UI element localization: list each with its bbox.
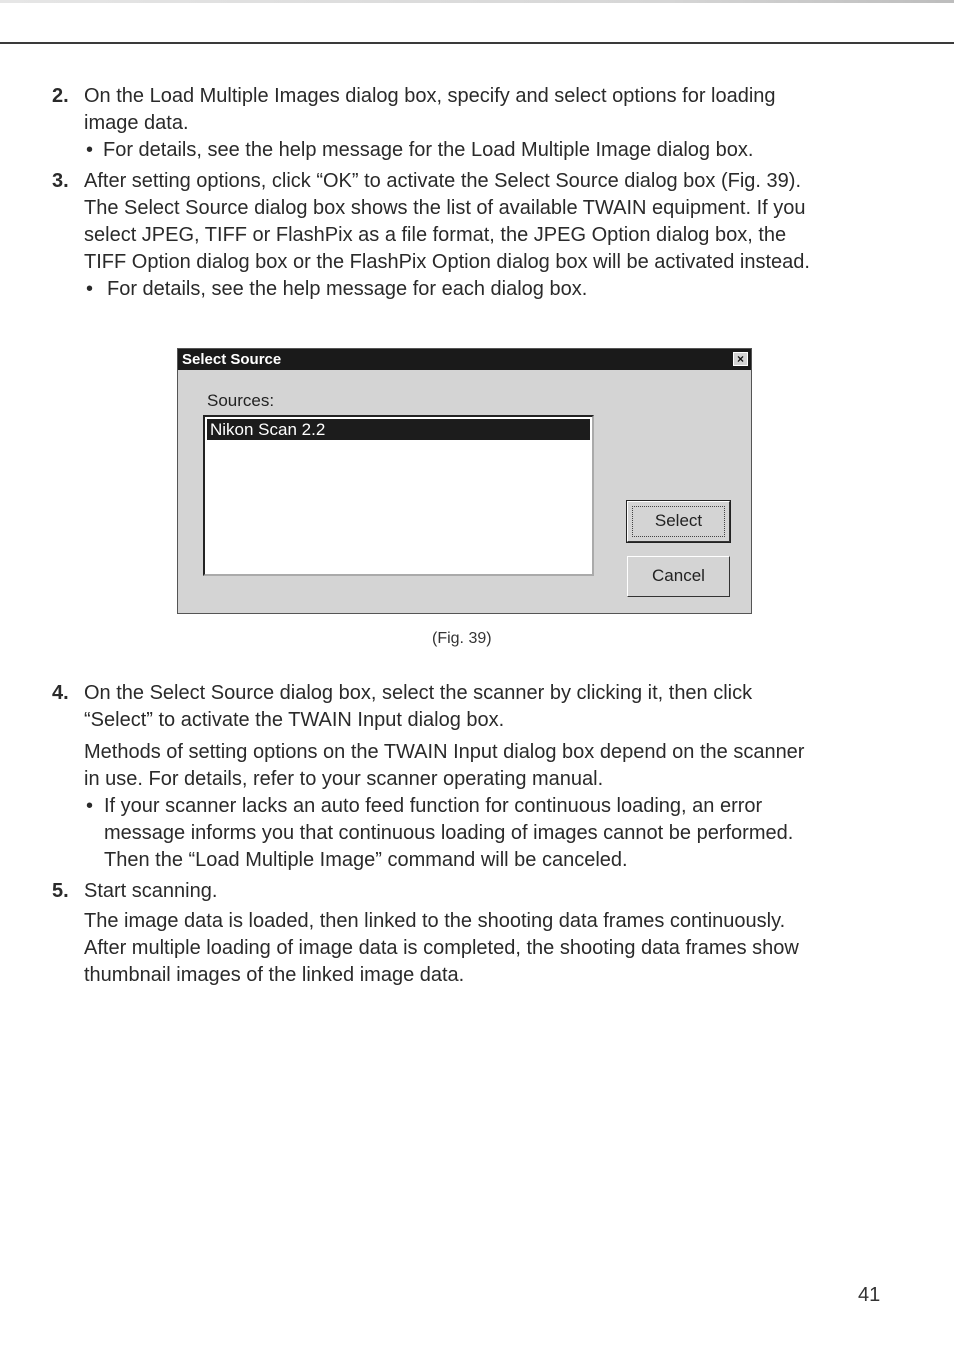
step-4-bullet-line-1: If your scanner lacks an auto feed function for continuous loading, an error [104,795,763,817]
cancel-button-label: Cancel [652,566,705,585]
step-4-bullet-line-3: Then the “Load Multiple Image” command will be canceled. [104,849,628,871]
step-5-extra-line-1: The image data is loaded, then linked to the shooting data frames continuously. [84,910,786,932]
close-icon[interactable]: × [733,352,748,366]
step-3-line-1: After setting options, click “OK” to activate the Select Source dialog box (Fig. 39). [84,170,802,192]
step-4-number: 4. [52,682,69,704]
step-2-bullet: For details, see the help message for the Load Multiple Image dialog box. [103,139,754,161]
step-5-number: 5. [52,880,69,902]
step-5-extra-line-2: After multiple loading of image data is completed, the shooting data frames show [84,937,799,959]
page-number: 41 [858,1284,881,1306]
header-rule [0,42,954,44]
step-4-extra [84,739,884,793]
step-2-line-1: On the Load Multiple Images dialog box, specify and select options for loading [84,85,776,107]
step-5-line-1: Start scanning. [84,880,218,902]
sources-listbox[interactable] [203,415,594,576]
top-edge-shade [0,0,954,3]
cancel-button[interactable] [627,556,730,597]
source-item-nikon-scan[interactable]: Nikon Scan 2.2 [207,419,590,440]
bullet-dot: • [86,139,94,161]
step-3-line-3: select JPEG, TIFF or FlashPix as a file format, the JPEG Option dialog box, the [84,224,787,246]
select-button-label: Select [654,511,703,530]
sources-label: Sources: [207,391,275,410]
step-4-bullet-line-2: message informs you that continuous loading of images cannot be performed. [104,822,794,844]
dialog-title-bar [178,349,751,370]
step-3-bullet: For details, see the help message for each dialog box. [107,278,588,300]
step-2-text [84,83,884,137]
select-source-dialog [177,348,752,614]
focus-ring [632,506,725,537]
step-2-number: 2. [52,85,69,107]
step-3-line-4: TIFF Option dialog box or the FlashPix Option dialog box will be activated instead. [84,251,810,273]
step-3-text [84,168,884,276]
step-5-text [84,878,884,905]
step-3-line-2: The Select Source dialog box shows the list of available TWAIN equipment. If you [84,197,806,219]
step-4-text [84,680,884,734]
bullet-dot: • [86,795,94,817]
select-button[interactable] [627,501,730,542]
step-4-extra-line-1: Methods of setting options on the TWAIN Input dialog box depend on the scanner [84,741,805,763]
step-5-extra [84,908,884,989]
step-3-number: 3. [52,170,69,192]
step-2-line-2: image data. [84,112,189,134]
step-4-line-2: “Select” to activate the TWAIN Input dialog box. [84,709,505,731]
figure-caption: (Fig. 39) [432,630,492,647]
step-4-line-1: On the Select Source dialog box, select the scanner by clicking it, then click [84,682,753,704]
step-4-bullet [104,793,793,874]
step-5-extra-line-3: thumbnail images of the linked image data. [84,964,465,986]
dialog-title: Select Source [182,351,282,368]
bullet-dot: • [86,278,94,300]
step-4-extra-line-2: in use. For details, refer to your scanner operating manual. [84,768,604,790]
